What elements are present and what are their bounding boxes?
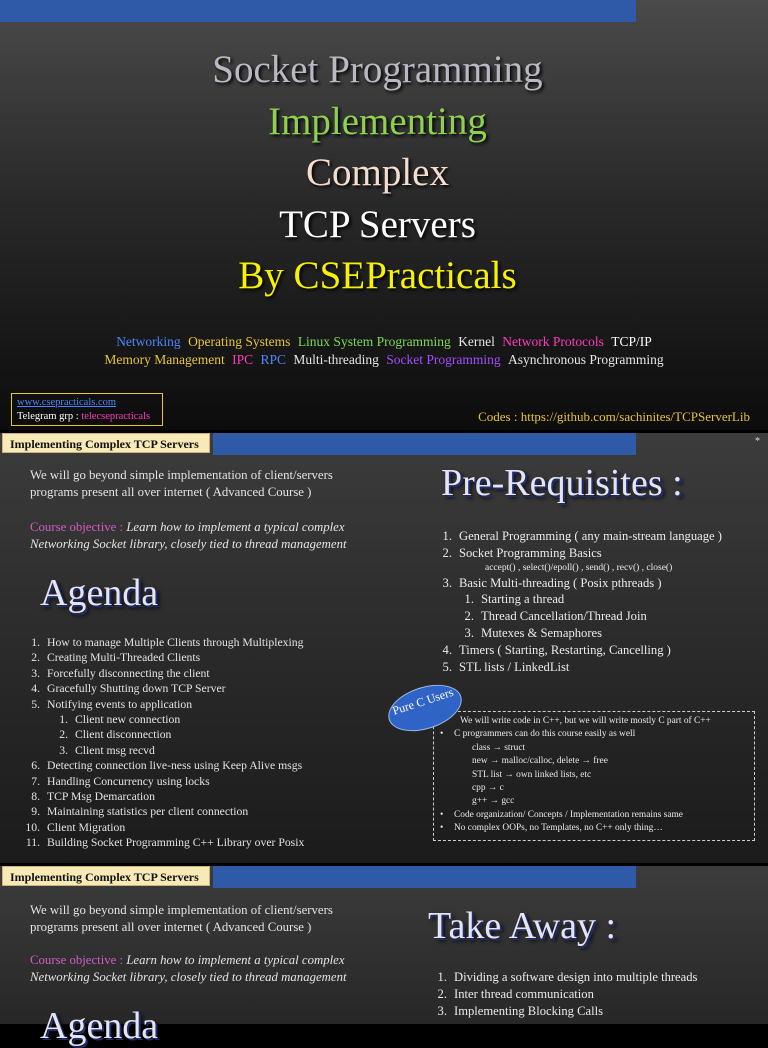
note-line: • No complex OOPs, no Templates, no C++ only thing… (440, 822, 748, 835)
list-number: 9. (31, 805, 40, 819)
objective-text: Networking Socket library, closely tied to thread management (30, 536, 347, 551)
list-item (18, 835, 304, 850)
list-text: Timers ( Starting, Restarting, Cancelling ) (459, 642, 671, 657)
list-item (18, 697, 304, 712)
note-line: class → struct (472, 742, 526, 753)
note-line: STL list → own linked lists, etc (472, 769, 592, 780)
objective-label: Course objective : (30, 953, 124, 967)
prereq-title: Pre-Requisites : (441, 462, 683, 504)
prereq-list (430, 528, 722, 675)
list-number: 1. (59, 713, 68, 727)
contact-box (11, 393, 163, 426)
list-number: 2. (437, 987, 447, 1001)
topic-tag: IPC (232, 352, 254, 367)
list-item (18, 681, 304, 696)
note-line: • C programmers can do this course easily as well (440, 728, 748, 741)
list-item (18, 727, 304, 742)
list-number: 2. (31, 651, 40, 665)
slide-star: * (755, 436, 760, 447)
list-text: How to manage Multiple Clients through Multiplexing (47, 636, 304, 649)
list-text: Client new connection (75, 713, 181, 727)
list-item (18, 650, 304, 665)
agenda-title-partial: Agenda (40, 1005, 159, 1047)
list-number: 11. (25, 836, 40, 850)
list-text: Forcefully disconnecting the client (47, 666, 210, 680)
list-item (430, 591, 722, 608)
list-number: 2. (464, 609, 474, 624)
objective-text: Networking Socket library, closely tied to thread management (30, 969, 347, 984)
list-item (18, 789, 304, 804)
list-item (430, 642, 722, 659)
note-line: g++ → gcc (472, 796, 515, 807)
intro-line: We will go beyond simple implementation of client/servers (30, 903, 333, 917)
agenda-list (18, 635, 304, 851)
list-item (18, 635, 304, 650)
title-slide (0, 0, 768, 430)
list-number: 5. (442, 659, 452, 674)
title-line-4: TCP Servers (279, 203, 476, 246)
slide-top-bar (0, 0, 636, 22)
title-line-3: Complex (306, 151, 449, 194)
list-item (18, 804, 304, 819)
note-line: • Code organization/ Concepts / Implementation remains same (440, 809, 748, 822)
list-item (18, 666, 304, 681)
list-item (430, 562, 722, 575)
list-item (18, 774, 304, 789)
list-number: 3. (31, 666, 40, 680)
title-line-1: Socket Programming (212, 48, 543, 91)
list-number: 10. (25, 820, 40, 834)
list-text: Handling Concurrency using locks (47, 774, 210, 788)
intro-line: programs present all over internet ( Advanced Course ) (30, 484, 312, 499)
list-text: Detecting connection live-ness using Keep Alive msgs (47, 759, 303, 773)
list-text: Gracefully Shutting down TCP Server (47, 682, 226, 696)
pure-c-notes (433, 711, 755, 841)
takeaway-title: Take Away : (428, 905, 617, 947)
course-objective (30, 952, 347, 985)
website-link[interactable]: www.csepracticals.com (17, 397, 117, 408)
list-item (18, 743, 304, 758)
intro-text (30, 902, 333, 935)
topic-tag: Kernel (458, 334, 495, 349)
list-number: 3. (437, 1004, 447, 1018)
topic-tag: Multi-threading (293, 352, 379, 367)
title-line-2: Implementing (268, 100, 487, 143)
list-item (18, 712, 304, 727)
title-line-5: By CSEPracticals (238, 254, 517, 297)
takeaway-list (425, 969, 697, 1020)
list-text: Maintaining statistics per client connection (47, 805, 249, 819)
list-number: 1. (437, 970, 447, 984)
telegram-label: Telegram grp : (17, 411, 79, 422)
intro-line: We will go beyond simple implementation of client/servers (30, 468, 333, 482)
list-number: 4. (31, 682, 40, 696)
list-item (430, 545, 722, 562)
list-item (430, 659, 722, 676)
list-item (430, 575, 722, 592)
list-item (430, 608, 722, 625)
list-text: Creating Multi-Threaded Clients (47, 651, 201, 665)
list-number: 5. (31, 697, 40, 711)
header-tag: Implementing Complex TCP Servers (2, 433, 210, 453)
list-number: 1. (464, 592, 474, 607)
header-bar (213, 866, 636, 888)
note-line: cpp → c (472, 783, 504, 794)
list-text: Inter thread communication (454, 987, 594, 1001)
topic-tag: Memory Management (104, 352, 225, 367)
list-text: General Programming ( any main-stream language ) (459, 529, 722, 543)
telegram-group: telecsepracticals (81, 411, 151, 422)
takeaway-slide (0, 866, 768, 1047)
list-text: Mutexes & Semaphores (481, 625, 603, 640)
header-bar (213, 433, 636, 455)
note-line: We will write code in C++, but we will write mostly C part of C++ (460, 716, 711, 726)
pure-c-badge: Pure C Users (382, 676, 467, 739)
list-text: Starting a thread (481, 592, 565, 607)
topic-tag: Network Protocols (502, 334, 604, 349)
list-text: Socket Programming Basics (459, 545, 602, 560)
list-text: Basic Multi-threading ( Posix pthreads ) (459, 575, 662, 590)
list-text: Client disconnection (75, 728, 172, 742)
list-text: Thread Cancellation/Thread Join (481, 609, 647, 624)
list-text: Client Migration (47, 820, 126, 834)
topic-tag: Linux System Programming (297, 334, 451, 349)
topics-row-1 (0, 334, 768, 350)
codes-link[interactable]: Codes : https://github.com/sachinites/TCPServerLib (478, 409, 750, 424)
list-text: Dividing a software design into multiple threads (454, 970, 698, 984)
list-item (425, 1003, 697, 1020)
list-text: Building Socket Programming C++ Library over Posix (47, 836, 305, 850)
list-number: 6. (31, 759, 40, 773)
list-number: 4. (442, 642, 452, 657)
list-number: 8. (31, 790, 40, 804)
topic-tag: Operating Systems (188, 334, 291, 349)
list-item (430, 625, 722, 642)
topic-tag: Asynchronous Programming (508, 352, 664, 367)
note-line: new → malloc/calloc, delete → free (472, 756, 608, 767)
list-text: Implementing Blocking Calls (454, 1004, 604, 1018)
list-number: 3. (442, 575, 452, 590)
objective-text: Learn how to implement a typical complex (126, 520, 345, 534)
topic-tag: TCP/IP (611, 334, 652, 349)
list-text: Notifying events to application (47, 697, 193, 711)
list-number: 7. (31, 774, 40, 788)
list-number: 1. (31, 636, 40, 649)
list-item (18, 758, 304, 773)
list-number: 3. (59, 743, 68, 757)
list-item (18, 820, 304, 835)
course-objective (30, 519, 347, 552)
list-item (425, 986, 697, 1003)
list-text: Client msg recvd (75, 743, 155, 757)
list-number: 1. (442, 529, 452, 543)
intro-text (30, 467, 333, 500)
topic-tag: Networking (116, 334, 181, 349)
overview-slide (0, 433, 768, 863)
list-number: 2. (59, 728, 68, 742)
intro-line: programs present all over internet ( Advanced Course ) (30, 919, 312, 934)
topics-row-2 (0, 352, 768, 368)
agenda-title: Agenda (40, 572, 159, 614)
list-number: 2. (442, 545, 452, 560)
list-number: 3. (464, 625, 474, 640)
objective-text: Learn how to implement a typical complex (126, 953, 345, 967)
list-text: STL lists / LinkedList (459, 659, 570, 674)
topic-tag: Socket Programming (386, 352, 501, 367)
list-text: accept() , select()/epoll() , send() , recv() , close() (485, 562, 673, 573)
objective-label: Course objective : (30, 520, 124, 534)
topic-tag: RPC (260, 352, 287, 367)
list-item (425, 969, 697, 986)
header-tag: Implementing Complex TCP Servers (2, 866, 210, 886)
list-text: TCP Msg Demarcation (47, 790, 155, 804)
list-item (430, 528, 722, 545)
